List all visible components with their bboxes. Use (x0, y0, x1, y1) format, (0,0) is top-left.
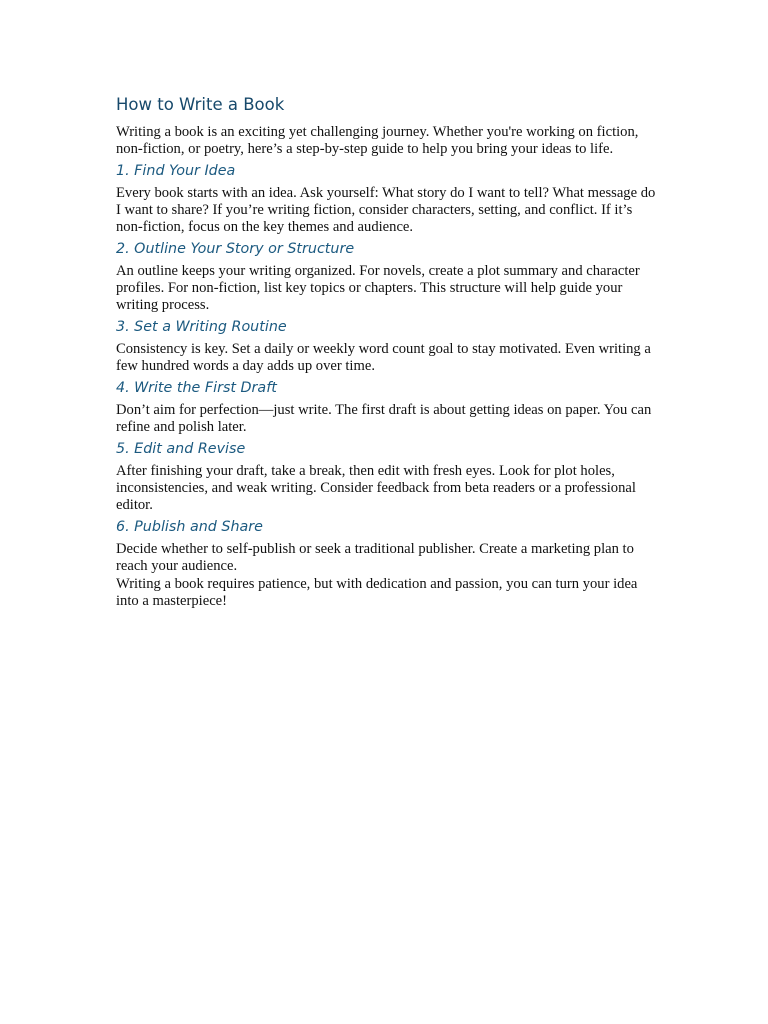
section-heading-routine: 3. Set a Writing Routine (116, 319, 287, 335)
section-body-publish-share: Decide whether to self-publish or seek a traditional publisher. Create a marketing plan to reach your audience. (116, 541, 634, 574)
section-heading-outline: 2. Outline Your Story or Structure (116, 241, 355, 257)
section-heading-publish-share: 6. Publish and Share (116, 519, 263, 535)
section-heading-first-draft: 4. Write the First Draft (116, 380, 277, 396)
document-title: How to Write a Book (116, 95, 285, 114)
section-body-outline: An outline keeps your writing organized. For novels, create a plot summary and character profiles. For non-fiction, list key topics or chapters. This structure will help guide your writing process. (116, 263, 640, 313)
section-body-routine: Consistency is key. Set a daily or weekly word count goal to stay motivated. Even writing a few hundred words a day adds up over time. (116, 341, 651, 374)
closing-paragraph: Writing a book requires patience, but with dedication and passion, you can turn your idea into a masterpiece! (116, 576, 638, 609)
section-heading-edit-revise: 5. Edit and Revise (116, 441, 246, 457)
section-body-find-idea: Every book starts with an idea. Ask yourself: What story do I want to tell? What message do I want to share? If you’re writing fiction, consider characters, setting, and conflict. If it’s non-fiction, focus on the key themes and audience. (116, 185, 656, 235)
section-body-edit-revise: After finishing your draft, take a break, then edit with fresh eyes. Look for plot holes, inconsistencies, and weak writing. Consider feedback from beta readers or a professional editor. (116, 463, 636, 513)
section-heading-find-idea: 1. Find Your Idea (116, 163, 236, 179)
document-page (116, 94, 656, 610)
section-body-first-draft: Don’t aim for perfection—just write. The first draft is about getting ideas on paper. You can refine and polish later. (116, 402, 652, 435)
intro-paragraph: Writing a book is an exciting yet challenging journey. Whether you're working on fiction, non-fiction, or poetry, here’s a step-by-step guide to help you bring your ideas to life. (116, 124, 639, 157)
